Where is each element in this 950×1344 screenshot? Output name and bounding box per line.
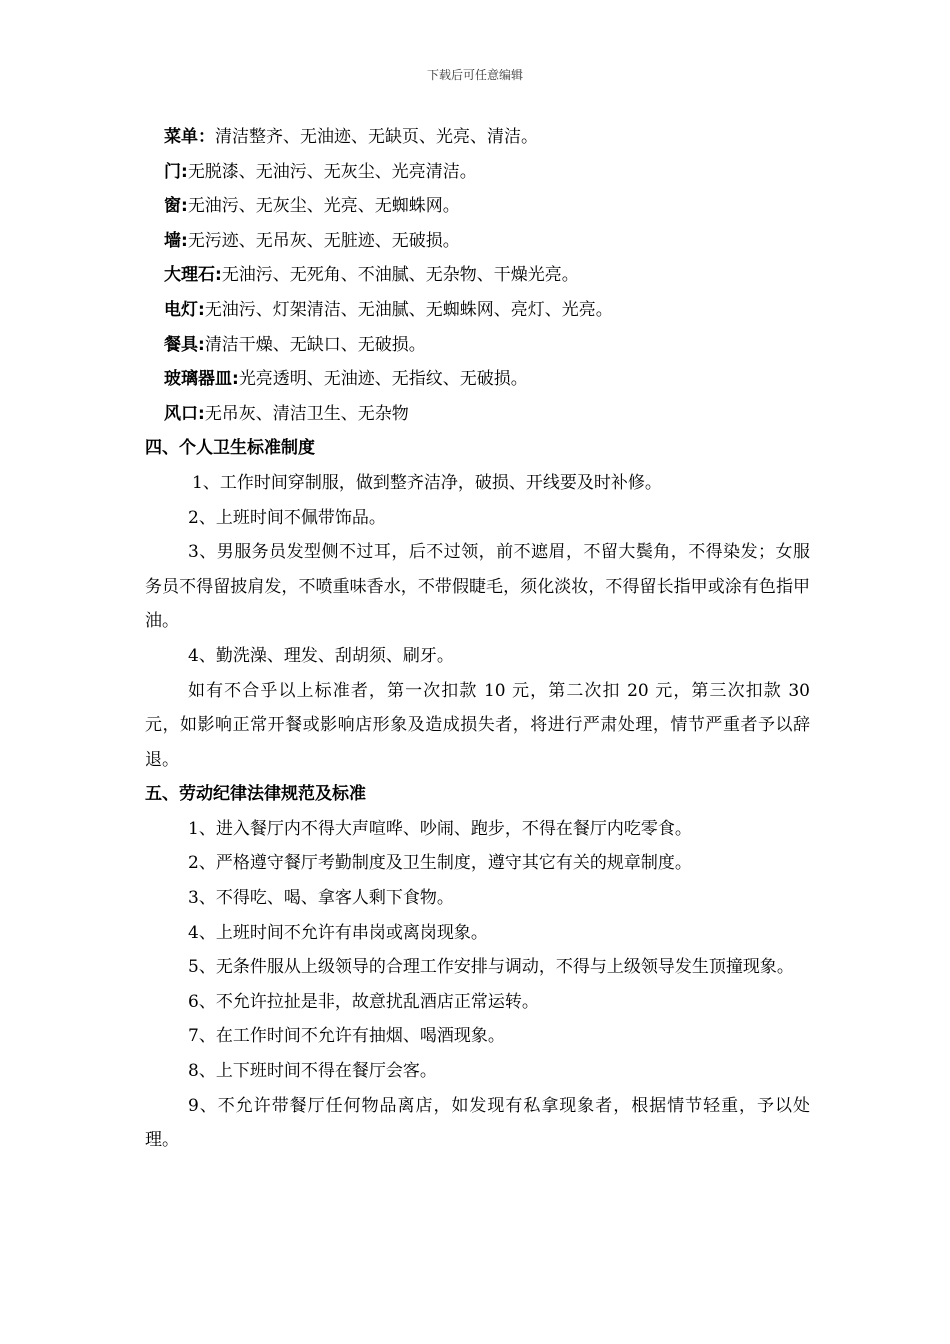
hygiene-desc: 无油污、灯架清洁、无油腻、无蜘蛛网、亮灯、光亮。 <box>204 299 613 320</box>
hygiene-desc: 无油污、无死角、不油腻、无杂物、干燥光亮。 <box>221 265 579 286</box>
section-5-item-4: 4、上班时间不允许有串岗或离岗现象。 <box>188 922 488 943</box>
hygiene-term: 大理石: <box>164 265 222 286</box>
section-5-item-2: 2、严格遵守餐厅考勤制度及卫生制度，遵守其它有关的规章制度。 <box>188 853 692 874</box>
hygiene-term: 餐具: <box>164 334 205 355</box>
section-5-item-5: 5、无条件服从上级领导的合理工作安排与调动，不得与上级领导发生顶撞现象。 <box>188 957 794 978</box>
hygiene-term: 墙: <box>164 230 188 251</box>
hygiene-item-menu <box>145 120 810 155</box>
hygiene-desc: 清洁整齐、无油迹、无缺页、光亮、清洁。 <box>215 127 538 147</box>
hygiene-term: 玻璃器皿: <box>164 369 239 390</box>
hygiene-item-vent <box>145 397 810 432</box>
hygiene-term: 门: <box>164 161 188 182</box>
hygiene-desc: 无吊灰、清洁卫生、无杂物 <box>204 403 409 424</box>
hygiene-item-glassware <box>145 362 810 397</box>
hygiene-item-wall <box>145 224 810 259</box>
section-5-item-7: 7、在工作时间不允许有抽烟、喝酒现象。 <box>188 1026 505 1047</box>
hygiene-item-window <box>145 189 810 224</box>
section-4-item-2: 2、上班时间不佩带饰品。 <box>188 507 386 528</box>
section-5-item-8: 8、上下班时间不得在餐厅会客。 <box>188 1061 437 1082</box>
hygiene-item-lamp <box>145 293 810 328</box>
hygiene-desc: 无脱漆、无油污、无灰尘、光亮清洁。 <box>187 161 477 182</box>
document-body <box>145 120 810 1158</box>
hygiene-term: 电灯: <box>164 299 205 320</box>
section-5-item-6: 6、不允许拉扯是非，故意扰乱酒店正常运转。 <box>188 991 539 1012</box>
section-4-item-3: 3、男服务员发型侧不过耳，后不过领，前不遮眉，不留大鬓角，不得染发；女服务员不得留披肩发，不喷重味香水，不带假睫毛，须化淡妆，不得留长指甲或涂有色指甲油。 <box>145 542 810 632</box>
section-5-item-9: 9、不允许带餐厅任何物品离店，如发现有私拿现象者，根据情节轻重，予以处理。 <box>145 1095 810 1151</box>
hygiene-item-door <box>145 155 810 190</box>
hygiene-desc: 无污迹、无吊灰、无脏迹、无破损。 <box>187 230 460 251</box>
hygiene-desc: 光亮透明、无油迹、无指纹、无破损。 <box>238 369 528 390</box>
section-5-item-1: 1、进入餐厅内不得大声喧哗、吵闹、跑步，不得在餐厅内吃零食。 <box>188 818 692 839</box>
hygiene-item-marble <box>145 258 810 293</box>
section-4-heading: 四、个人卫生标准制度 <box>145 438 315 459</box>
section-5-heading: 五、劳动纪律法律规范及标准 <box>145 784 366 805</box>
section-4-item-4: 4、勤洗澡、理发、刮胡须、刷牙。 <box>188 645 454 666</box>
page-header-note: 下载后可任意编辑 <box>426 68 523 82</box>
section-5-item-3: 3、不得吃、喝、拿客人剩下食物。 <box>188 888 454 909</box>
section-4-penalty-paragraph: 如有不合乎以上标准者，第一次扣款 10 元，第二次扣 20 元，第三次扣款 30 元，如影响正常开餐或影响店形象及造成损失者，将进行严肃处理，情节严重者予以辞退。 <box>145 680 810 770</box>
hygiene-desc: 无油污、无灰尘、光亮、无蜘蛛网。 <box>187 196 460 217</box>
hygiene-term: 窗: <box>164 196 188 217</box>
hygiene-term: 风口: <box>164 403 205 424</box>
section-4-item-1: 1、工作时间穿制服，做到整齐洁净，破损、开线要及时补修。 <box>192 472 662 493</box>
hygiene-desc: 清洁干燥、无缺口、无破损。 <box>204 334 426 355</box>
hygiene-item-tableware <box>145 328 810 363</box>
hygiene-term: 菜单： <box>164 127 215 147</box>
